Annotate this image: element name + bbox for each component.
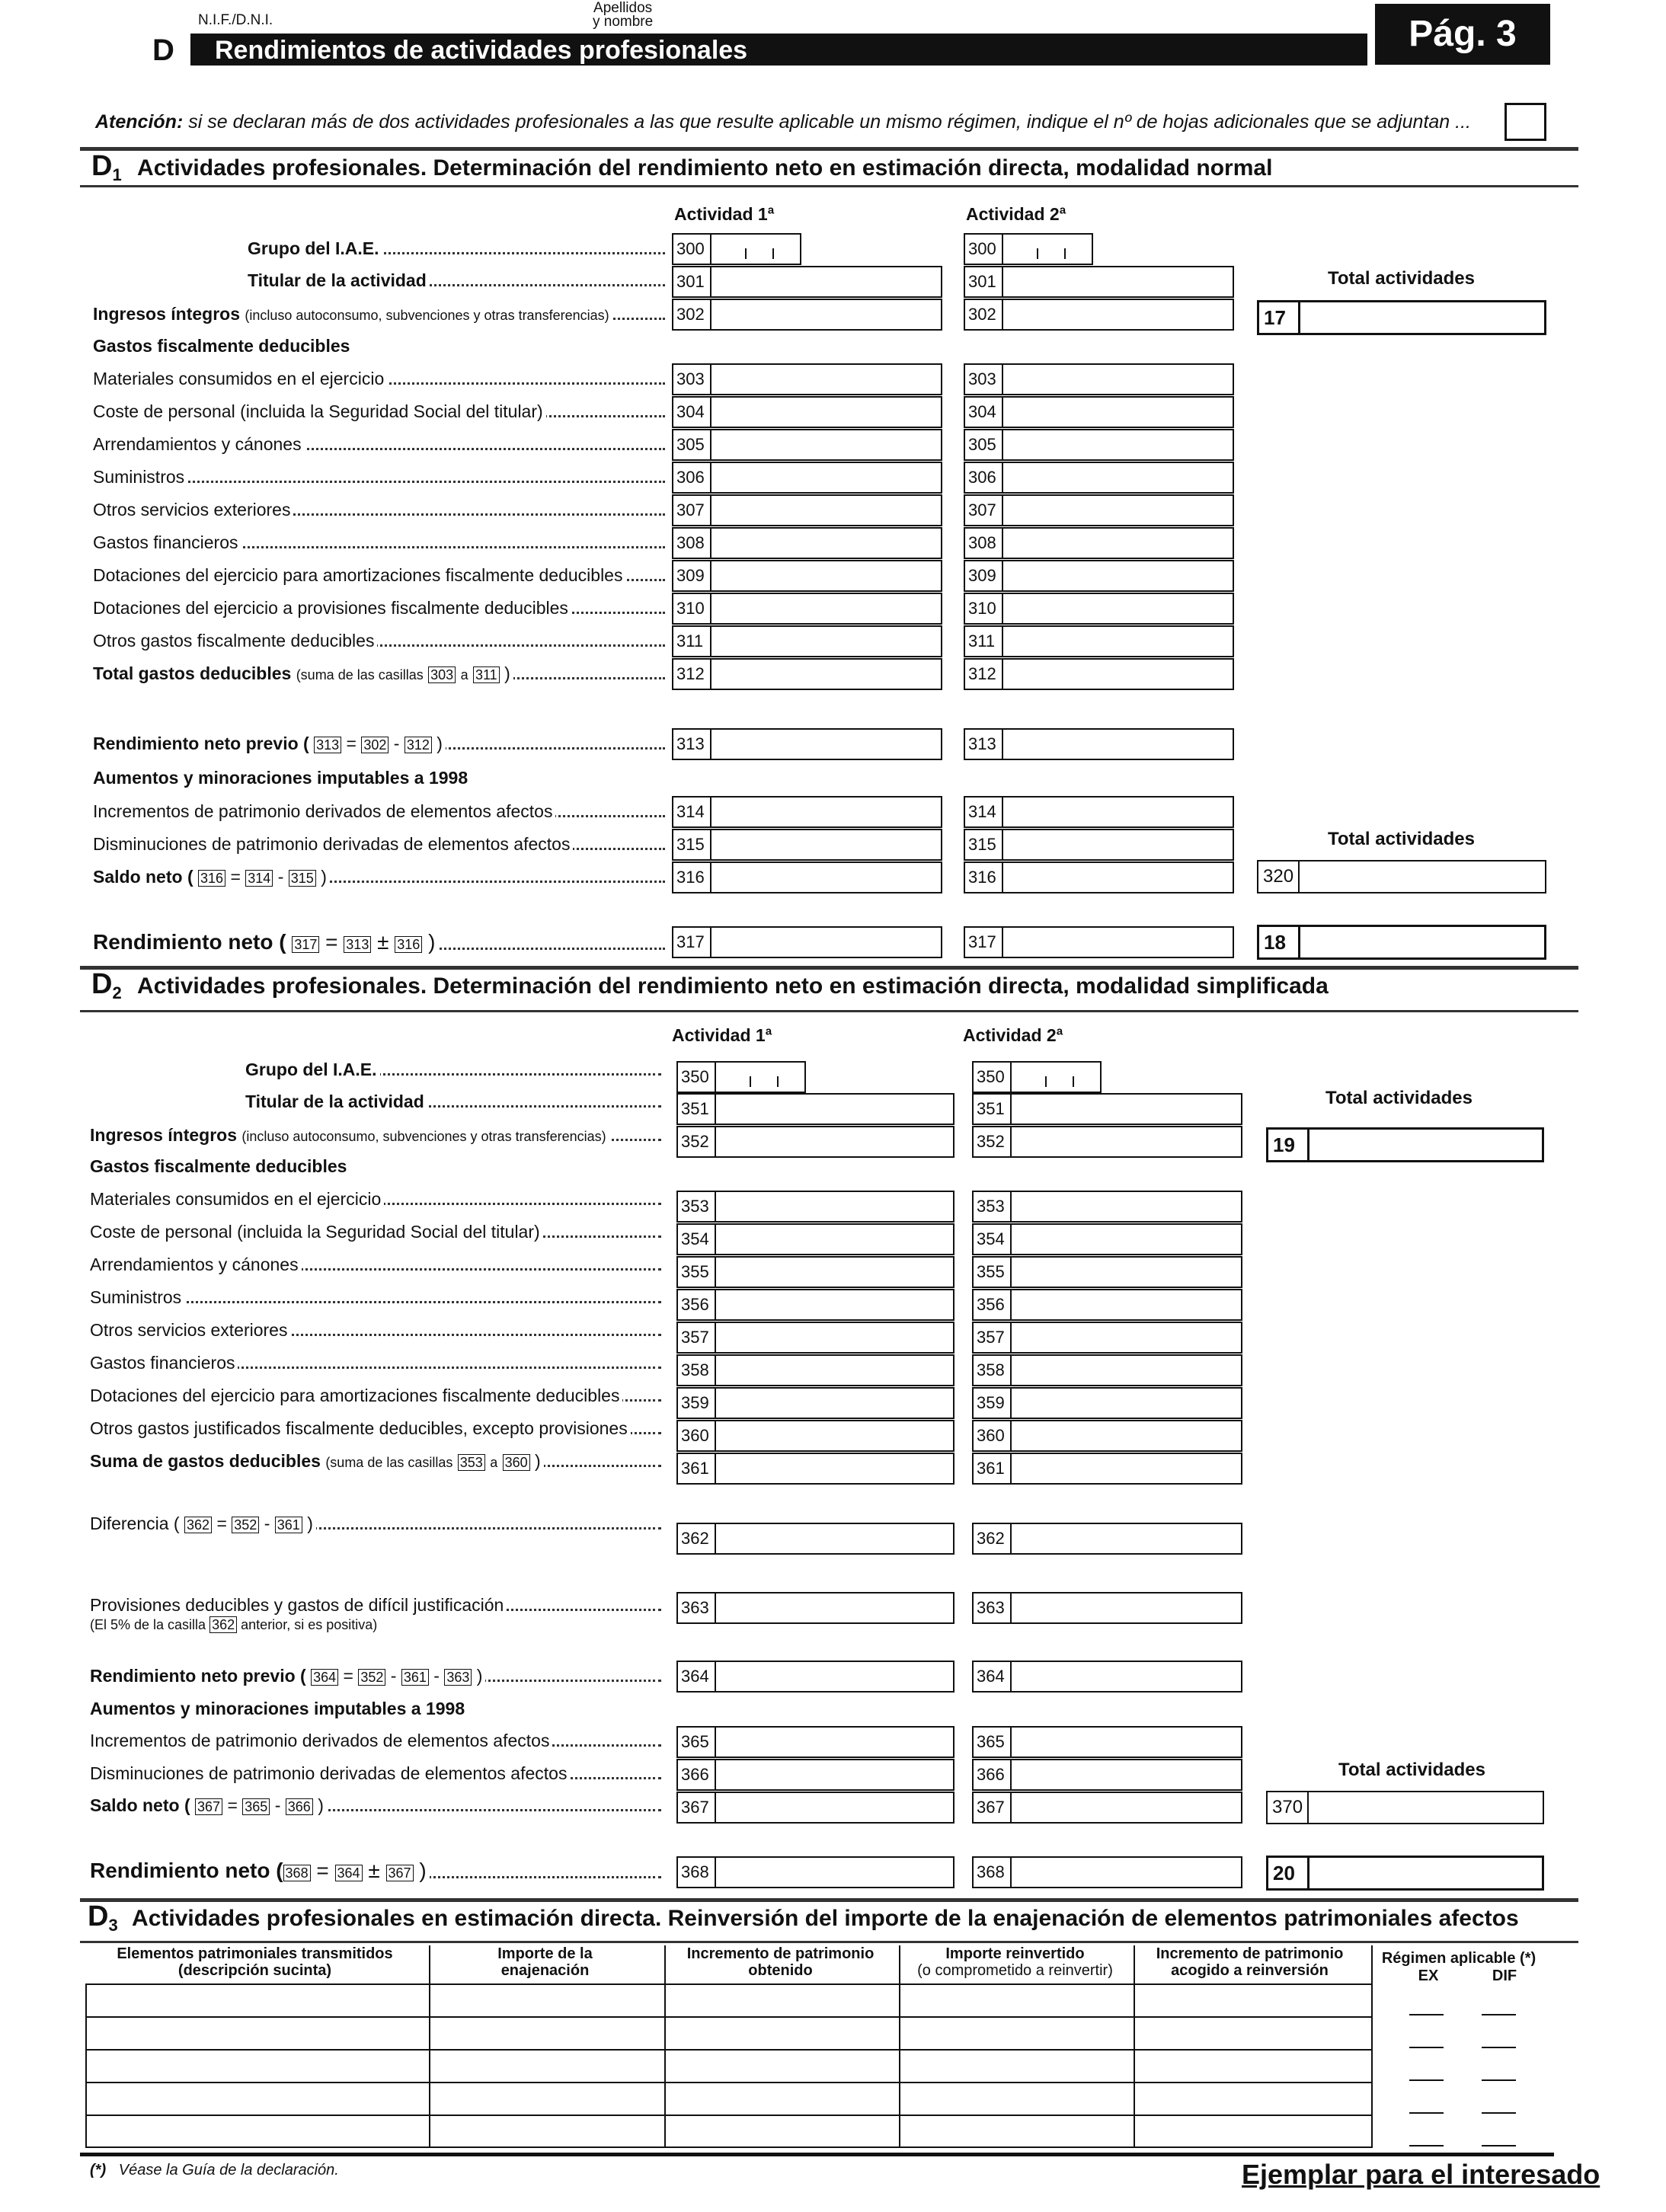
d1-letter: D [91, 150, 113, 182]
d3-col1-header: Elementos patrimoniales transmitidos (descripción sucinta) [117, 1945, 393, 1979]
d1-a2-316-field[interactable]: 316 [964, 861, 1234, 893]
d1-a1-307-field[interactable]: 307 [672, 494, 942, 526]
d2-heading [91, 970, 1329, 1007]
d1-row-306-label: Suministros [93, 467, 665, 487]
d1-a1-308-field[interactable]: 308 [672, 527, 942, 559]
d1-total-17-field[interactable]: 17 [1257, 300, 1546, 335]
d1-row-310-label: Dotaciones del ejercicio a provisiones fiscalmente deducibles [93, 598, 665, 618]
d1-a1-306-field[interactable]: 306 [672, 462, 942, 494]
d3-col-div-1 [429, 1945, 430, 2148]
d1-a1-303-field[interactable]: 303 [672, 363, 942, 395]
d2-a1-357-field[interactable]: 357 [676, 1322, 955, 1354]
apellidos-text: Apellidos [593, 0, 653, 16]
d2-row-354-label: Coste de personal (incluida la Seguridad Social del titular) [90, 1222, 661, 1242]
d2-saldo-label: Saldo neto ( 367 = 365 - 366 ) [90, 1795, 661, 1815]
d2-a2-351-field[interactable]: 351 [972, 1093, 1242, 1125]
d2-rule-bottom [80, 1010, 1578, 1012]
d3-row-1[interactable] [87, 1983, 1373, 2016]
d2-row-357-label: Otros servicios exteriores [90, 1320, 661, 1340]
d2-a2-362-field[interactable]: 362 [972, 1523, 1242, 1555]
d2-a2-361-field[interactable]: 361 [972, 1453, 1242, 1485]
d3-row-5[interactable] [87, 2115, 1373, 2148]
d1-a1-305-field[interactable]: 305 [672, 429, 942, 461]
d2-total-20-field[interactable]: 20 [1266, 1856, 1544, 1891]
footer-copy-label: Ejemplar para el interesado [1242, 2159, 1600, 2190]
d2-incrementos-label: Incrementos de patrimonio derivados de elementos afectos [90, 1731, 661, 1750]
d2-a2-355-field[interactable]: 355 [972, 1256, 1242, 1288]
d3-row-3[interactable] [87, 2049, 1373, 2082]
d1-title: Actividades profesionales. Determinación del rendimiento neto en estimación directa, modalidad normal [137, 155, 1273, 181]
d2-a1-iae-field[interactable]: 350 [676, 1061, 806, 1093]
d1-total-gastos-label: Total gastos deducibles (suma de las casillas 303 a 311 ) [93, 663, 665, 683]
d2-a1-353-field[interactable]: 353 [676, 1191, 955, 1223]
d3-col-div-2 [664, 1945, 666, 2148]
footer-note: (*) Véase la Guía de la declaración. [90, 2162, 339, 2178]
d2-total-header-1: Total actividades [1325, 1088, 1473, 1108]
d1-rule-bottom [80, 185, 1578, 187]
d1-a2-302-field[interactable]: 302 [964, 299, 1234, 331]
d1-total-18-field[interactable]: 18 [1257, 925, 1546, 960]
d2-a1-365-field[interactable]: 365 [676, 1726, 955, 1758]
d1-a1-314-field[interactable]: 314 [672, 796, 942, 828]
d3-regimen-marks[interactable] [1409, 1983, 1531, 2148]
d1-aumentos-header: Aumentos y minoraciones imputables a 1998 [93, 768, 468, 788]
d2-a2-357-field[interactable]: 357 [972, 1322, 1242, 1354]
d3-rule [80, 1898, 1578, 1902]
d1-grupo-label: Grupo del I.A.E. [248, 238, 665, 258]
d2-letter: D [91, 968, 113, 1000]
d1-disminuciones-label: Disminuciones de patrimonio derivadas de elementos afectos [93, 834, 665, 854]
page-number [1375, 4, 1550, 65]
d1-sub: 1 [112, 165, 122, 184]
d2-a2-360-field[interactable]: 360 [972, 1420, 1242, 1452]
d2-total-header-2: Total actividades [1338, 1760, 1485, 1780]
nif-label: N.I.F./D.N.I. [198, 12, 273, 28]
d1-a2-iae-field[interactable]: 300 [964, 233, 1093, 265]
d2-a1-351-field[interactable]: 351 [676, 1093, 955, 1125]
d1-row-303-label: Materiales consumidos en el ejercicio [93, 369, 665, 388]
d2-disminuciones-label: Disminuciones de patrimonio derivadas de elementos afectos [90, 1763, 661, 1783]
d3-title: Actividades profesionales en estimación directa. Reinversión del importe de la enajenación de elementos patrimoniales afectos [132, 1906, 1519, 1931]
d1-a1-304-field[interactable]: 304 [672, 396, 942, 428]
page-label: Pág. 3 [1409, 14, 1517, 54]
d2-a1-359-field[interactable]: 359 [676, 1387, 955, 1419]
d2-a1-355-field[interactable]: 355 [676, 1256, 955, 1288]
d1-a2-313-field[interactable]: 313 [964, 728, 1234, 760]
d2-a2-359-field[interactable]: 359 [972, 1387, 1242, 1419]
d3-col4-header: Importe reinvertido (o comprometido a reinvertir) [917, 1945, 1113, 1979]
d3-dif-header: DIF [1492, 1967, 1517, 1984]
d1-a2-317-field[interactable]: 317 [964, 926, 1234, 958]
d2-a2-352-field[interactable]: 352 [972, 1126, 1242, 1158]
d3-col-div-3 [899, 1945, 900, 2148]
d1-ingresos-label: Ingresos íntegros (incluso autoconsumo, subvenciones y otras transferencias) [93, 304, 665, 324]
d2-diferencia-label: Diferencia ( 362 = 352 - 361 ) [90, 1514, 661, 1533]
d3-col2-header: Importe de la enajenación [497, 1945, 593, 1979]
d2-rn-label: Rendimiento neto ( 368 = 364 ± 367 ) [90, 1859, 661, 1882]
d1-a2-310-field[interactable]: 310 [964, 593, 1234, 625]
d3-table [85, 1983, 1371, 2148]
d1-col2-header: Actividad 2ª [966, 204, 1066, 224]
hojas-adicionales-input[interactable] [1505, 103, 1546, 141]
d2-a1-367-field[interactable]: 367 [676, 1792, 955, 1824]
d2-col2-header: Actividad 2ª [963, 1025, 1063, 1045]
d1-row-304-label: Coste de personal (incluida la Seguridad Social del titular) [93, 401, 665, 421]
d1-rn-previo-label: Rendimiento neto previo ( 313 = 302 - 312 ) [93, 734, 665, 753]
d3-col-div-4 [1134, 1945, 1135, 2148]
d3-col5-header: Incremento de patrimonio acogido a reinversión [1156, 1945, 1344, 1979]
d1-a2-305-field[interactable]: 305 [964, 429, 1234, 461]
d1-row-305-label: Arrendamientos y cánones [93, 434, 665, 454]
d2-suma-gastos-label: Suma de gastos deducibles (suma de las casillas 353 a 360 ) [90, 1451, 661, 1471]
d2-a2-363-field[interactable]: 363 [972, 1592, 1242, 1624]
d1-a2-311-field[interactable]: 311 [964, 625, 1234, 657]
d1-rule [80, 147, 1578, 151]
d1-a1-311-field[interactable]: 311 [672, 625, 942, 657]
d3-letter: D [88, 1900, 109, 1932]
d2-a1-352-field[interactable]: 352 [676, 1126, 955, 1158]
d3-ex-header: EX [1418, 1967, 1439, 1984]
d2-a1-363-field[interactable]: 363 [676, 1592, 955, 1624]
attention-text [95, 111, 1471, 133]
d2-rule [80, 966, 1578, 970]
footer-rule [80, 2153, 1554, 2156]
section-letter: D [152, 34, 174, 67]
d2-a1-361-field[interactable]: 361 [676, 1453, 955, 1485]
d1-incrementos-label: Incrementos de patrimonio derivados de elementos afectos [93, 801, 665, 821]
d2-row-353-label: Materiales consumidos en el ejercicio [90, 1189, 661, 1209]
d1-total-header-1: Total actividades [1328, 268, 1475, 289]
d2-title: Actividades profesionales. Determinación del rendimiento neto en estimación directa, modalidad simplificada [137, 973, 1329, 999]
d2-a2-356-field[interactable]: 356 [972, 1289, 1242, 1321]
d3-col6-header: Régimen aplicable (*) [1381, 1950, 1536, 1967]
d2-a1-364-field[interactable]: 364 [676, 1661, 955, 1693]
d2-total-19-field[interactable]: 19 [1266, 1127, 1544, 1162]
d1-a2-307-field[interactable]: 307 [964, 494, 1234, 526]
d3-row-2[interactable] [87, 2016, 1373, 2049]
d1-a1-301-field[interactable]: 301 [672, 266, 942, 298]
d2-aumentos-header: Aumentos y minoraciones imputables a 1998 [90, 1699, 465, 1718]
d2-a1-358-field[interactable]: 358 [676, 1354, 955, 1386]
d2-row-360-label: Otros gastos justificados fiscalmente deducibles, excepto provisiones [90, 1418, 661, 1438]
d3-col-div-5 [1371, 1945, 1373, 2148]
d3-row-4[interactable] [87, 2082, 1373, 2115]
d2-a2-368-field[interactable]: 368 [972, 1856, 1242, 1888]
d1-a1-309-field[interactable]: 309 [672, 560, 942, 592]
d2-a2-358-field[interactable]: 358 [972, 1354, 1242, 1386]
d2-col1-header: Actividad 1ª [672, 1025, 772, 1045]
apellidos-label [593, 2, 653, 29]
d1-a2-306-field[interactable]: 306 [964, 462, 1234, 494]
d2-a2-364-field[interactable]: 364 [972, 1661, 1242, 1693]
d1-row-308-label: Gastos financieros [93, 532, 665, 552]
d1-a2-301-field[interactable]: 301 [964, 266, 1234, 298]
section-title: Rendimientos de actividades profesionales [215, 36, 748, 65]
d2-a2-366-field[interactable]: 366 [972, 1759, 1242, 1791]
d1-a2-314-field[interactable]: 314 [964, 796, 1234, 828]
d1-a2-315-field[interactable]: 315 [964, 829, 1234, 861]
d3-rule-bottom [80, 1941, 1578, 1943]
d1-row-311-label: Otros gastos fiscalmente deducibles [93, 631, 665, 650]
nombre-text: y nombre [593, 14, 654, 30]
d3-heading [88, 1900, 1519, 1939]
d1-a1-310-field[interactable]: 310 [672, 593, 942, 625]
d2-sub: 2 [112, 983, 122, 1002]
d1-a2-312-field[interactable]: 312 [964, 658, 1234, 690]
d1-a2-303-field[interactable]: 303 [964, 363, 1234, 395]
d1-a1-312-field[interactable]: 312 [672, 658, 942, 690]
d1-a1-iae-field[interactable]: 300 [672, 233, 801, 265]
d2-a1-366-field[interactable]: 366 [676, 1759, 955, 1791]
attention-body: si se declaran más de dos actividades profesionales a las que resulte aplicable un mismo régimen, indique el nº de hojas adicionales que se adjuntan ... [188, 111, 1471, 133]
d2-row-359-label: Dotaciones del ejercicio para amortizaciones fiscalmente deducibles [90, 1386, 661, 1405]
d2-gastos-header: Gastos fiscalmente deducibles [90, 1156, 347, 1176]
d2-provisiones-label: Provisiones deducibles y gastos de difícil justificación [90, 1595, 661, 1615]
d1-a1-317-field[interactable]: 317 [672, 926, 942, 958]
d1-a1-313-field[interactable]: 313 [672, 728, 942, 760]
d3-sub: 3 [108, 1916, 118, 1935]
d2-rn-previo-label: Rendimiento neto previo ( 364 = 352 - 361 - 363 ) [90, 1666, 661, 1686]
d2-a1-362-field[interactable]: 362 [676, 1523, 955, 1555]
d1-a2-304-field[interactable]: 304 [964, 396, 1234, 428]
d2-a1-360-field[interactable]: 360 [676, 1420, 955, 1452]
d2-a2-353-field[interactable]: 353 [972, 1191, 1242, 1223]
d2-a2-354-field[interactable]: 354 [972, 1223, 1242, 1255]
d2-a2-365-field[interactable]: 365 [972, 1726, 1242, 1758]
d1-a1-315-field[interactable]: 315 [672, 829, 942, 861]
d1-rn-label: Rendimiento neto ( 317 = 313 ± 316 ) [93, 931, 665, 954]
d1-a1-302-field[interactable]: 302 [672, 299, 942, 331]
d2-a1-354-field[interactable]: 354 [676, 1223, 955, 1255]
d2-grupo-label: Grupo del I.A.E. [245, 1060, 661, 1079]
d1-col1-header: Actividad 1ª [674, 204, 775, 224]
d2-a1-356-field[interactable]: 356 [676, 1289, 955, 1321]
d1-row-307-label: Otros servicios exteriores [93, 500, 665, 519]
d1-total-320-field[interactable]: 320 [1257, 860, 1546, 893]
d2-titular-label: Titular de la actividad [245, 1092, 661, 1111]
d1-saldo-label: Saldo neto ( 316 = 314 - 315 ) [93, 867, 665, 887]
d2-row-355-label: Arrendamientos y cánones [90, 1255, 661, 1274]
d2-ingresos-label: Ingresos íntegros (incluso autoconsumo, subvenciones y otras transferencias) [90, 1125, 661, 1145]
d1-a2-308-field[interactable]: 308 [964, 527, 1234, 559]
d1-row-309-label: Dotaciones del ejercicio para amortizaciones fiscalmente deducibles [93, 565, 665, 585]
d3-col3-header: Incremento de patrimonio obtenido [686, 1945, 875, 1979]
d1-a1-316-field[interactable]: 316 [672, 861, 942, 893]
d2-row-358-label: Gastos financieros [90, 1353, 661, 1373]
attention-label: Atención: [95, 111, 184, 133]
d1-a2-309-field[interactable]: 309 [964, 560, 1234, 592]
d2-total-370-field[interactable]: 370 [1266, 1791, 1544, 1824]
d1-gastos-header: Gastos fiscalmente deducibles [93, 336, 350, 356]
d1-titular-label: Titular de la actividad [248, 270, 665, 290]
d2-provisiones-note: (El 5% de la casilla 362 anterior, si es positiva) [90, 1617, 378, 1632]
d1-total-header-2: Total actividades [1328, 829, 1475, 849]
d1-heading [91, 152, 1272, 189]
d2-row-356-label: Suministros [90, 1287, 661, 1307]
d2-a2-367-field[interactable]: 367 [972, 1792, 1242, 1824]
d2-a1-368-field[interactable]: 368 [676, 1856, 955, 1888]
d2-a2-iae-field[interactable]: 350 [972, 1061, 1102, 1093]
